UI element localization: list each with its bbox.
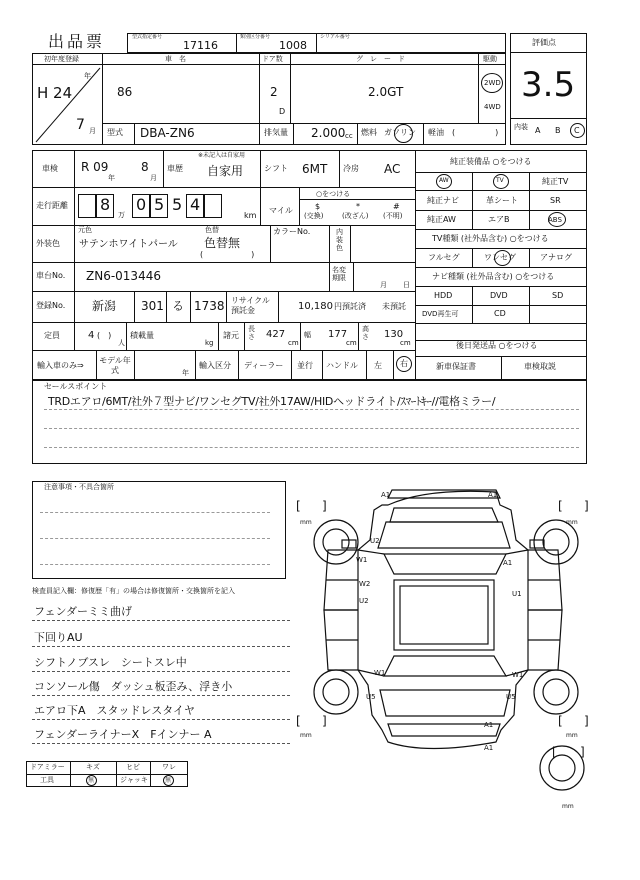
doors-value: 2	[270, 85, 278, 99]
car-name-label: 車 名	[165, 55, 186, 63]
tamper-symbol: *	[356, 202, 360, 211]
equipment-title: 純正装備品 ○をつける	[450, 157, 532, 166]
displacement-unit: cc	[345, 132, 353, 140]
damage-mark: W2	[359, 580, 371, 588]
original-color-label: 元色	[78, 226, 92, 234]
first-registration-month: 7	[76, 117, 85, 133]
tv-oneseg: ワンセグ	[484, 253, 516, 262]
import-dealer: ディーラー	[244, 361, 284, 370]
legend-scratch: キズ	[86, 763, 100, 771]
color-no-label: カラーNo.	[273, 227, 311, 236]
original-color-value: サテンホワイトパール	[79, 239, 178, 250]
load-label: 積載量	[130, 331, 154, 340]
svg-text:[: [	[296, 714, 301, 728]
grade-label: グ レ ー ド	[356, 55, 405, 63]
fuel-gasoline: ガソリン	[384, 128, 416, 137]
name-change-label: 名変期限	[332, 266, 346, 282]
rating-label: 評価点	[532, 38, 556, 47]
remark-line: フェンダーミミ曲げ	[34, 605, 133, 618]
model-year-unit: 年	[182, 369, 189, 377]
damage-mark: A1	[381, 491, 391, 499]
import-parallel: 並行	[297, 361, 313, 370]
interior-label: 内装	[514, 123, 528, 131]
first-registration-label: 初年度登録	[44, 55, 79, 63]
name-change-day: 日	[403, 281, 410, 289]
model-cert-value: 17116	[183, 39, 218, 52]
navi-dvd-play: DVD再生可	[422, 310, 459, 318]
registration-class: 301	[141, 299, 164, 313]
notes-label: 注意事項・不具合箇所	[44, 483, 114, 491]
registration-number: 1738	[194, 299, 225, 313]
mileage-digit-box	[78, 194, 96, 218]
model-type-value: DBA-ZN6	[140, 126, 195, 140]
tv-fullseg: フルセグ	[428, 253, 460, 262]
displacement-label: 排気量	[264, 128, 288, 137]
legend-tool: 工具	[40, 776, 54, 784]
category-value: 1008	[279, 39, 307, 52]
mileage-digit: 4	[190, 195, 201, 214]
svg-text:]: ]	[584, 714, 589, 728]
sales-point-box	[32, 380, 587, 464]
svg-text:[: [	[558, 714, 563, 728]
year-unit: 年	[84, 72, 91, 80]
mileage-man-unit: 万	[118, 211, 125, 219]
car-damage-diagram	[296, 480, 596, 800]
equip-genuine-navi: 純正ナビ	[427, 196, 459, 205]
displacement-value: 2.000	[311, 126, 346, 140]
damage-mark: A1	[488, 491, 498, 499]
legend-jack-value: 無	[165, 777, 172, 784]
remark-line: シフトノブスレ シートスレ中	[34, 656, 187, 669]
damage-mark: U1	[512, 590, 522, 598]
sales-point-label: セールスポイント	[44, 382, 108, 391]
handle-left: 左	[374, 361, 382, 370]
damage-mark: U2	[359, 597, 369, 605]
legend-door-mirror: ドアミラー	[30, 763, 65, 771]
width-label: 幅	[304, 331, 311, 339]
mileage-circle-note: ○をつける	[316, 190, 351, 198]
vehicle-use-note: ※未記入は自家用	[198, 152, 246, 159]
length-value: 427	[266, 329, 286, 340]
fuel-other: ( )	[452, 128, 499, 137]
height-unit: cm	[400, 339, 411, 347]
exterior-color-label: 外装色	[36, 239, 60, 248]
equip-tv: TV	[496, 177, 504, 184]
grade-value: 2.0GT	[368, 85, 404, 99]
damage-mark: A1	[503, 559, 513, 567]
svg-text:[: [	[296, 499, 301, 513]
damage-mark: U5	[506, 693, 516, 701]
chassis-value: ZN6-013446	[86, 269, 161, 283]
svg-text:]: ]	[322, 714, 327, 728]
unknown-label: (不明)	[383, 212, 403, 220]
recycle-deposited: 円預託済	[334, 302, 366, 311]
later-warranty: 新車保証書	[436, 362, 476, 371]
doors-label: ドア数	[262, 55, 283, 63]
mileage-digit: 0	[136, 195, 147, 214]
repaint-label: 色替	[205, 226, 219, 234]
tv-analog: アナログ	[540, 253, 572, 262]
damage-mark: W1	[374, 669, 386, 677]
recycle-not-deposited: 未預託	[382, 302, 406, 311]
model-cert-label: 型式指定番号	[132, 34, 163, 40]
inspector-note: 検査員記入欄：修復歴「有」の場合は修復箇所・交換箇所を記入	[32, 587, 235, 595]
damage-mark: W1	[512, 671, 524, 679]
mileage-unit: km	[244, 211, 257, 220]
height-value: 130	[384, 329, 404, 340]
shift-value: 6MT	[302, 162, 328, 176]
damage-mark: W1	[356, 556, 368, 564]
month-unit: 月	[89, 127, 96, 135]
tv-type-title: TV種類 (社外品含む) ○をつける	[432, 234, 549, 243]
capacity-value: 4	[88, 330, 95, 341]
drive-4wd: 4WD	[484, 103, 501, 111]
equip-aw: AW	[439, 177, 449, 184]
recycle-amount: 10,180	[298, 301, 333, 312]
registration-label: 登録No.	[36, 301, 66, 310]
repaint-value: 色替無	[204, 236, 241, 250]
equip-genuine-tv: 純正TV	[542, 177, 569, 186]
legend-crack: ヒビ	[126, 763, 140, 771]
legend-jack: ジャッキ	[120, 776, 148, 784]
drive-label: 駆動	[483, 55, 497, 63]
inspection-month-unit: 月	[150, 174, 157, 182]
handle-label: ハンドル	[326, 361, 358, 370]
registration-region: 新潟	[92, 299, 117, 313]
equip-sunroof: SR	[550, 196, 561, 205]
doors-suffix: D	[279, 107, 286, 116]
equip-genuine-aw: 純正AW	[427, 215, 456, 224]
ac-value: AC	[384, 162, 401, 176]
rating-score: 3.5	[521, 65, 576, 105]
svg-text:[: [	[558, 499, 563, 513]
name-change-month: 月	[380, 281, 387, 289]
first-registration-era: H 24	[37, 84, 73, 102]
remark-line: エアロ下A スタッドレスタイヤ	[34, 704, 195, 717]
svg-text:]: ]	[580, 745, 585, 759]
svg-text:]: ]	[322, 499, 327, 513]
damage-mark: U5	[366, 693, 376, 701]
registration-kana: る	[172, 299, 185, 313]
width-unit: cm	[346, 339, 357, 347]
recycle-label: リサイクル預託金	[231, 296, 270, 315]
svg-text:]: ]	[584, 499, 589, 513]
fuel-label: 燃料	[361, 128, 377, 137]
vehicle-use-value: 自家用	[207, 164, 244, 178]
exchange-symbol: $	[315, 202, 321, 211]
tire-mm-label: mm	[566, 732, 578, 739]
inspection-label: 車検	[42, 164, 58, 173]
interior-c: C	[574, 126, 580, 135]
model-type-label: 型式	[107, 128, 123, 137]
interior-color-label: 内装色	[336, 228, 343, 252]
serial-label: シリアル番号	[320, 34, 350, 40]
tire-mm-label: mm	[562, 803, 574, 810]
drive-2wd: 2WD	[484, 79, 501, 87]
dims-label: 諸元	[223, 331, 239, 340]
interior-b: B	[555, 126, 561, 135]
navi-hdd: HDD	[434, 291, 453, 300]
import-class-label: 輸入区分	[199, 361, 231, 370]
chassis-label: 車台No.	[36, 271, 66, 280]
remark-line: フェンダーライナーX Fインナー A	[34, 728, 212, 741]
model-year-label: モデル年式	[99, 356, 131, 375]
svg-text:[: [	[552, 745, 557, 759]
navi-sd: SD	[552, 291, 564, 300]
mile-label: マイル	[269, 206, 293, 215]
inspection-year-unit: 年	[108, 174, 115, 182]
navi-cd: CD	[494, 309, 506, 318]
handle-right: 右	[400, 359, 408, 368]
legend-break: ワレ	[162, 763, 176, 771]
equip-abs: ABS	[548, 216, 562, 224]
form-title: 出品票	[48, 32, 106, 51]
remark-line: コンソール傷 ダッシュ板歪み、浮き小	[34, 680, 233, 693]
length-label: 長さ	[248, 325, 255, 341]
later-title: 後日発送品 ○をつける	[456, 341, 538, 350]
damage-mark: A1	[484, 721, 494, 729]
category-label: 類別区分番号	[240, 34, 271, 40]
unknown-symbol: #	[393, 202, 400, 211]
load-unit: kg	[205, 339, 214, 347]
mileage-label: 走行距離	[36, 201, 68, 210]
inspection-month: 8	[141, 160, 149, 174]
navi-dvd: DVD	[490, 291, 508, 300]
inspection-era: R 09	[81, 160, 109, 174]
tamper-label: (改ざん)	[342, 212, 369, 220]
import-only-label: 輸入車のみ⇒	[37, 361, 84, 370]
length-unit: cm	[288, 339, 299, 347]
tire-mm-label: mm	[300, 519, 312, 526]
vehicle-use-label: 車歴	[167, 164, 183, 173]
navi-type-title: ナビ種類 (社外品含む) ○をつける	[432, 272, 555, 281]
fuel-diesel: 軽油	[428, 128, 444, 137]
equip-leather-seat: 革シート	[486, 196, 518, 205]
height-label: 高さ	[362, 325, 369, 341]
damage-mark: U2	[370, 537, 380, 545]
width-value: 177	[328, 329, 348, 340]
shift-label: シフト	[264, 164, 288, 173]
ac-label: 冷房	[343, 164, 359, 173]
sales-point-text: TRDエアロ/6MT/社外７型ナビ/ワンセグTV/社外17AW/HIDヘッドライト/ｽﾏｰﾄｷｰ//電格ミラー/	[48, 395, 496, 408]
capacity-person-unit: 人	[118, 339, 125, 347]
mileage-digit: 5	[154, 195, 165, 214]
repaint-paren: ( )	[200, 250, 255, 259]
tire-mm-label: mm	[566, 519, 578, 526]
interior-a: A	[535, 126, 541, 135]
legend-tool-value: 無	[88, 777, 95, 784]
exchange-label: (交換)	[304, 212, 324, 220]
mileage-digit: 8	[100, 195, 111, 214]
damage-mark: A1	[484, 744, 494, 752]
capacity-label: 定員	[44, 331, 60, 340]
car-name-value: 86	[117, 85, 133, 99]
later-manual: 車検取説	[524, 362, 556, 371]
tire-mm-label: mm	[300, 732, 312, 739]
capacity-paren: ( )	[97, 331, 112, 340]
remark-line: 下回りAU	[34, 631, 83, 644]
mileage-digit: 5	[172, 195, 183, 214]
mileage-digit-box	[204, 194, 222, 218]
equip-airbag: エアB	[488, 215, 510, 224]
